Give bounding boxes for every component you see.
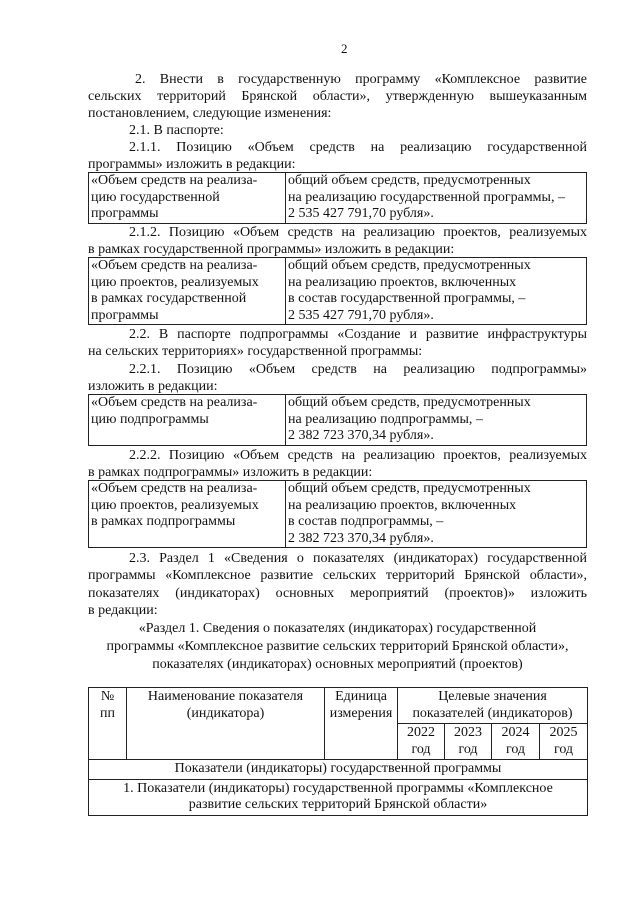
paragraph-line: 2.2.2. Позицию «Объем средств на реализацию проектов, реализуемых — [129, 448, 587, 463]
replacement-box — [88, 257, 587, 325]
header-year: 2025 год — [540, 724, 588, 760]
box-position-cell: «Объем средств на реализа- цию государственной программы — [89, 173, 286, 224]
header-unit: Единица измерения — [325, 688, 398, 760]
paragraph-line: программы «Комплексное развитие сельских территорий Брянской области», — [88, 568, 587, 583]
paragraph-line: 2.3. Раздел 1 «Сведения о показателях (индикаторах) государственной — [129, 551, 587, 566]
section-row: Показатели (индикаторы) государственной программы — [89, 760, 588, 780]
paragraph-line: показателях (индикаторах) основных мероприятий (проектов)» изложить — [88, 586, 587, 601]
paragraph-line: в рамках государственной программы» изложить в редакции: — [88, 242, 455, 257]
paragraph-line: изложить в редакции: — [88, 379, 218, 394]
header-year: 2023 год — [445, 724, 492, 760]
header-year: 2022 год — [398, 724, 445, 760]
paragraph-line: в редакции: — [88, 603, 158, 618]
box-position-cell: «Объем средств на реализа- цию проектов, реализуемых в рамках подпрограммы — [89, 481, 286, 548]
box-value-cell: общий объем средств, предусмотренных на реализацию государственной программы, – 2 535 427 791,70 рубля». — [286, 173, 587, 224]
section-heading-line: программы «Комплексное развитие сельских территорий Брянской области», — [106, 639, 569, 654]
box-value-cell: общий объем средств, предусмотренных на реализацию подпрограммы, – 2 382 723 370,34 рубля». — [286, 395, 587, 446]
box-value-cell: общий объем средств, предусмотренных на реализацию проектов, включенных в состав подпрограммы, – 2 382 723 370,34 рубля». — [286, 481, 587, 548]
paragraph-line: 2.1.2. Позицию «Объем средств на реализацию проектов, реализуемых — [129, 225, 587, 240]
replacement-box — [88, 172, 587, 224]
section-heading-line: показателях (индикаторах) основных мероприятий (проектов) — [152, 657, 523, 672]
section-heading-line: «Раздел 1. Сведения о показателях (индикаторах) государственной — [138, 621, 537, 636]
paragraph-line: 2. Внести в государственную программу «Комплексное развитие — [135, 72, 587, 87]
box-position-cell: «Объем средств на реализа- цию подпрограммы — [89, 395, 286, 446]
header-number: № пп — [89, 688, 127, 760]
paragraph-line: 2.2.1. Позицию «Объем средств на реализацию подпрограммы» — [129, 362, 587, 377]
replacement-box — [88, 394, 587, 446]
header-indicator-name: Наименование показателя (индикатора) — [127, 688, 325, 760]
replacement-box — [88, 480, 587, 548]
subsection-row: 1. Показатели (индикаторы) государственной программы «Комплексное развитие сельских территорий Брянской области» — [89, 779, 588, 815]
paragraph-line: на сельских территориях» государственной программы: — [88, 344, 423, 359]
paragraph-line: 2.2. В паспорте подпрограммы «Создание и развитие инфраструктуры — [129, 327, 587, 342]
header-year: 2024 год — [492, 724, 540, 760]
indicators-table — [88, 687, 588, 816]
header-target-values: Целевые значения показателей (индикаторов) — [398, 688, 588, 724]
box-value-cell: общий объем средств, предусмотренных на реализацию проектов, включенных в состав государственной программы, – 2 535 427 791,70 рубля». — [286, 258, 587, 325]
paragraph-line: в рамках подпрограммы» изложить в редакции: — [88, 465, 373, 480]
paragraph-line: 2.1.1. Позицию «Объем средств на реализацию государственной — [129, 140, 587, 155]
page-number: 2 — [341, 41, 348, 56]
paragraph-line: постановлением, следующие изменения: — [88, 106, 332, 121]
paragraph-line: 2.1. В паспорте: — [129, 123, 224, 138]
paragraph-line: программы» изложить в редакции: — [88, 157, 296, 172]
box-position-cell: «Объем средств на реализа- цию проектов, реализуемых в рамках государственной программы — [89, 258, 286, 325]
paragraph-line: сельских территорий Брянской области», утвержденную вышеуказанным — [88, 89, 587, 104]
